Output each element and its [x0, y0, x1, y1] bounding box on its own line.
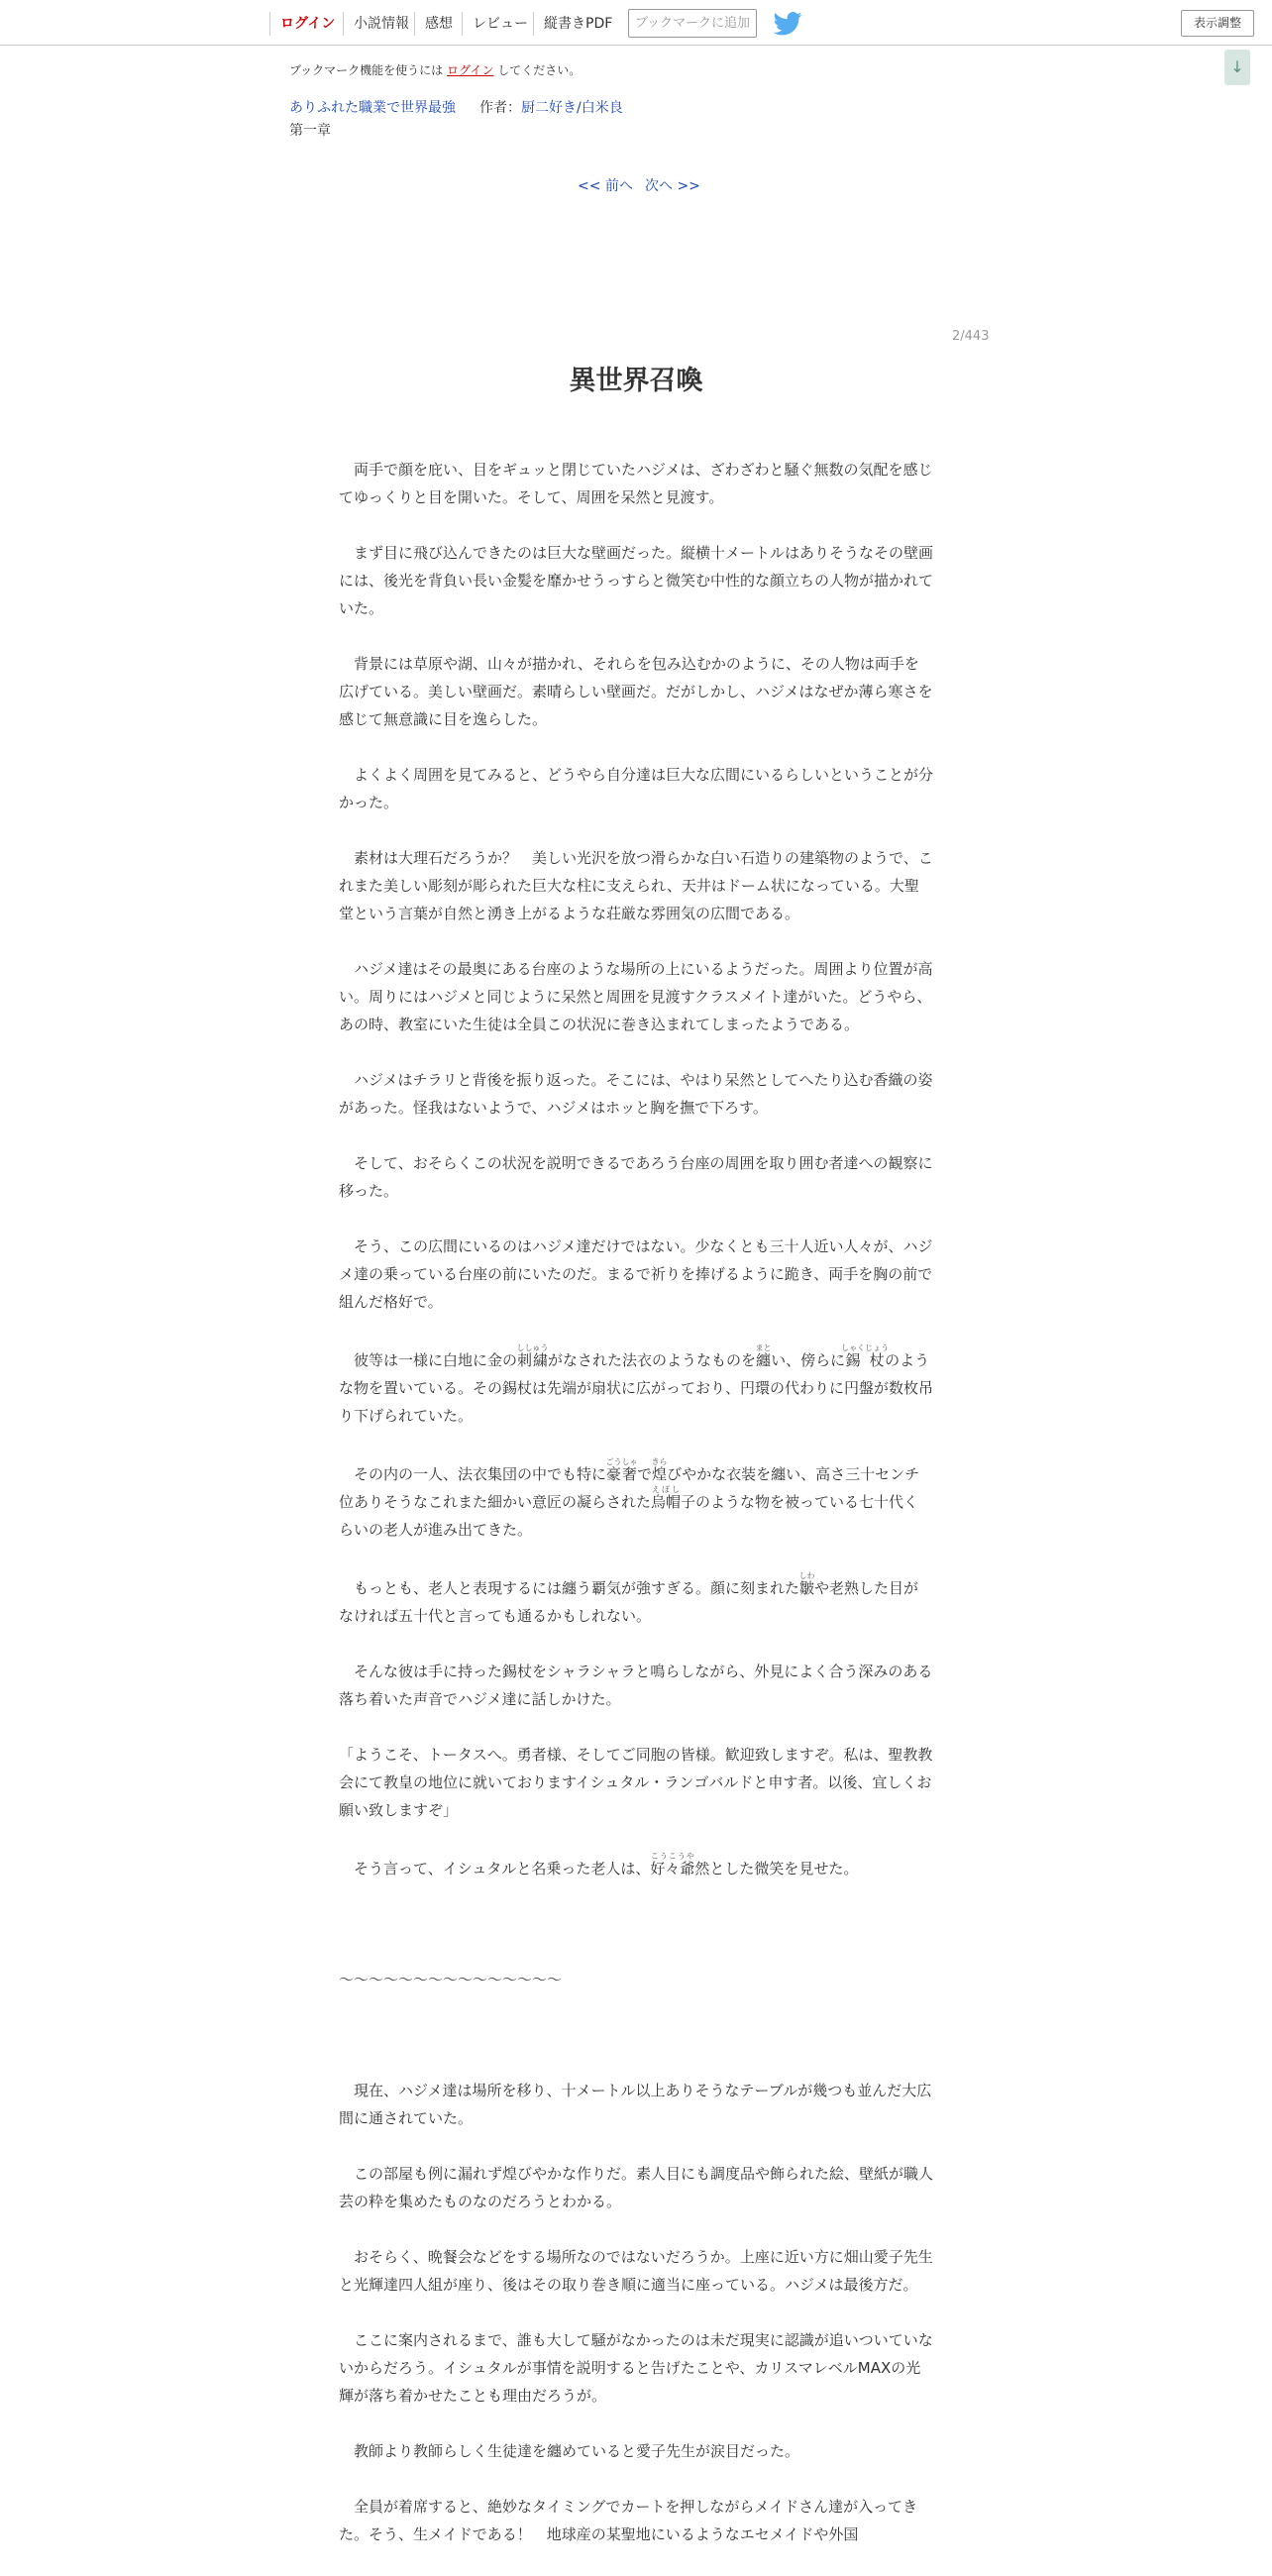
body-paragraph: そう、この広間にいるのはハジメ達だけではない。少なくとも三十人近い人々が、ハジメ達の乗っている台座の前にいたのだ。まるで祈りを捧げるように跪き、両手を胸の前で組んだ格好で。	[339, 1237, 933, 1311]
ruby-base: 好々爺	[650, 1860, 695, 1878]
body-paragraph: そして、おそらくこの状況を説明できるであろう台座の周囲を取り囲む者達への観察に移った。	[339, 1154, 933, 1200]
text-run: 子のような物を被っている七十代くらいの老人が進み出てきた。	[339, 1493, 919, 1539]
text-run: 彼等は一様に白地に金の	[339, 1351, 518, 1369]
text-run: 然とした微笑を見せた。	[694, 1860, 859, 1878]
body-paragraph: この部屋も例に漏れず煌びやかな作りだ。素人目にも調度品や飾られた絵、壁紙が職人芸の粋を集めたものなのだろうとわかる。	[339, 2165, 934, 2210]
chapter-label: 第一章	[289, 123, 331, 139]
body-paragraph: 「ようこそ、トータスへ。勇者様、そしてご同胞の皆様。歓迎致しますぞ。私は、聖教教会にて教皇の地位に就いておりますイシュタル・ランゴバルドと申す者。以後、宜しくお願い致しますぞ」	[339, 1746, 933, 1819]
body-paragraph: 背景には草原や湖、山々が描かれ、それらを包み込むかのように、その人物は両手を広げている。美しい壁画だ。素晴らしい壁画だ。だがしかし、ハジメはなぜか薄ら寒さを感じて無意識に目を逸らした。	[339, 655, 933, 728]
nav-login-link[interactable]: ログイン	[269, 12, 341, 36]
blank-line	[339, 1910, 933, 1966]
display-settings-button[interactable]: 表示調整	[1181, 10, 1254, 37]
body-paragraph: おそらく、晩餐会などをする場所なのではないだろうか。上座に近い方に畑山愛子先生と光輝達四人組が座り、後はその取り巻き順に適当に座っている。ハジメは最後方だ。	[339, 2248, 933, 2294]
ruby-reading: こうこうや	[650, 1852, 695, 1861]
ruby-reading: ししゅう	[516, 1343, 549, 1352]
body-paragraph	[339, 1571, 933, 1630]
ruby-text	[755, 1343, 772, 1369]
add-bookmark-button[interactable]: ブックマークに追加	[628, 9, 757, 38]
body-paragraph: 素材は大理石だろうか？ 美しい光沢を放つ滑らかな白い石造りの建築物のようで、これまた美しい彫刻が彫られた巨大な柱に支えられ、天井はドーム状になっている。大聖堂という言葉が自然と湧き上がるような荘厳な雰囲気の広間である。	[339, 849, 933, 922]
ruby-reading: しゃくじょう	[841, 1343, 890, 1352]
nav-novel-info-link[interactable]: 小説情報	[343, 12, 415, 36]
text-run: で	[637, 1465, 653, 1483]
ruby-base: 皺	[798, 1579, 815, 1597]
bookmark-note-after: してください。	[493, 63, 582, 77]
author-link[interactable]: 厨二好き/白米良	[521, 100, 623, 116]
ruby-base: 錫杖	[841, 1351, 890, 1369]
ruby-reading: まと	[755, 1343, 772, 1352]
body-paragraph	[339, 1852, 933, 1882]
text-run: そう言って、イシュタルと名乗った老人は、	[339, 1860, 651, 1878]
novel-body	[339, 456, 933, 2576]
ruby-reading: きら	[651, 1457, 668, 1466]
text-run: その内の一人、法衣集団の中でも特に	[339, 1465, 607, 1483]
episode-counter: 2/443	[952, 329, 990, 344]
text-run: がなされた法衣のようなものを	[548, 1351, 757, 1369]
ruby-base: 刺繍	[516, 1351, 549, 1369]
novel-title-link[interactable]: ありふれた職業で世界最強	[289, 100, 456, 116]
body-paragraph	[339, 1457, 933, 1544]
ruby-text	[651, 1485, 682, 1511]
body-paragraph: よくよく周囲を見てみると、どうやら自分達は巨大な広間にいるらしいということが分かった。	[339, 766, 934, 811]
ruby-text	[605, 1457, 638, 1483]
episode-title: 異世界召喚	[569, 366, 703, 396]
text-run: もっとも、老人と表現するには纏う覇気が強すぎる。顔に刻まれた	[339, 1579, 800, 1597]
text-run: い、傍らに	[771, 1351, 846, 1369]
body-paragraph	[339, 1343, 933, 1430]
ruby-base: 豪奢	[605, 1465, 638, 1483]
text-run: のような物を置いている。その錫杖は先端が扇状に広がっており、円環の代わりに円盤が数枚吊り下げられていた。	[339, 1351, 934, 1425]
ruby-text	[650, 1852, 695, 1878]
ruby-base: 煌	[651, 1465, 668, 1483]
scroll-down-button[interactable]: ↓	[1224, 50, 1250, 85]
prev-episode-link[interactable]: << 前へ	[578, 178, 633, 194]
text-run: びやかな衣装を纏い、高さ三十センチ位ありそうなこれまた細かい意匠の凝らされた	[339, 1465, 920, 1511]
next-episode-link[interactable]: 次へ >>	[645, 178, 700, 194]
body-paragraph: まず目に飛び込んできたのは巨大な壁画だった。縦横十メートルはありそうなその壁画には、後光を背負い長い金髪を靡かせうっすらと微笑む中性的な顔立ちの人物が描かれていた。	[339, 544, 934, 617]
ruby-base: 烏帽	[651, 1493, 682, 1511]
ruby-text	[841, 1343, 890, 1369]
nav-review-link[interactable]: レビュー	[462, 12, 534, 36]
body-paragraph: 現在、ハジメ達は場所を移り、十メートル以上ありそうなテーブルが幾つも並んだ大広間に通されていた。	[339, 2082, 932, 2127]
nav-impressions-link[interactable]: 感想	[414, 12, 459, 36]
blank-line	[339, 2021, 933, 2077]
body-paragraph: ここに案内されるまで、誰も大して騒がなかったのは未だ現実に認識が追いついていないからだろう。イシュタルが事情を説明すると告げたことや、カリスマレベルMAXの光輝が落ち着かせたことも理由だろうが。	[339, 2331, 933, 2405]
body-paragraph: 全員が着席すると、絶妙なタイミングでカートを押しながらメイドさん達が入ってきた。そう、生メイドである！ 地球産の某聖地にいるようなエセメイドや外国	[339, 2498, 918, 2543]
ruby-reading: えぼし	[651, 1485, 682, 1494]
bookmark-note-before: ブックマーク機能を使うには	[289, 63, 447, 77]
body-paragraph: そんな彼は手に持った錫杖をシャラシャラと鳴らしながら、外見によく合う深みのある落ち着いた声音でハジメ達に話しかけた。	[339, 1663, 933, 1708]
body-paragraph: ハジメはチラリと背後を振り返った。そこには、やはり呆然としてへたり込む香織の姿があった。怪我はないようで、ハジメはホッと胸を撫で下ろす。	[339, 1071, 933, 1117]
nav-vertical-pdf-link[interactable]: 縦書きPDF	[533, 12, 618, 36]
ruby-base: 纏	[755, 1351, 772, 1369]
body-paragraph: 両手で顔を庇い、目をギュッと閉じていたハジメは、ざわざわと騒ぐ無数の気配を感じてゆっくりと目を開いた。そして、周囲を呆然と見渡す。	[339, 461, 933, 506]
author-label: 作者：	[479, 100, 521, 116]
top-nav-bar	[0, 0, 1272, 46]
twitter-bird-icon[interactable]	[773, 12, 802, 36]
text-run: や老熟した目がなければ五十代と言っても通るかもしれない。	[339, 1579, 919, 1625]
scene-separator: ～～～～～～～～～～～～～～～	[339, 1971, 563, 1988]
bookmark-login-note	[289, 61, 581, 78]
ruby-reading: ごうしゃ	[605, 1457, 638, 1466]
body-paragraph: 教師より教師らしく生徒達を纏めていると愛子先生が涙目だった。	[339, 2442, 800, 2460]
ruby-text	[798, 1571, 815, 1597]
body-paragraph: ハジメ達はその最奥にある台座のような場所の上にいるようだった。周囲より位置が高い。周りにはハジメと同じように呆然と周囲を見渡すクラスメイト達がいた。どうやら、あの時、教室にいた生徒は全員この状況に巻き込まれてしまったようである。	[339, 960, 933, 1033]
bookmark-login-link[interactable]: ログイン	[446, 63, 494, 77]
ruby-text	[516, 1343, 549, 1369]
ruby-text	[651, 1457, 668, 1483]
ruby-reading: しわ	[798, 1571, 815, 1580]
